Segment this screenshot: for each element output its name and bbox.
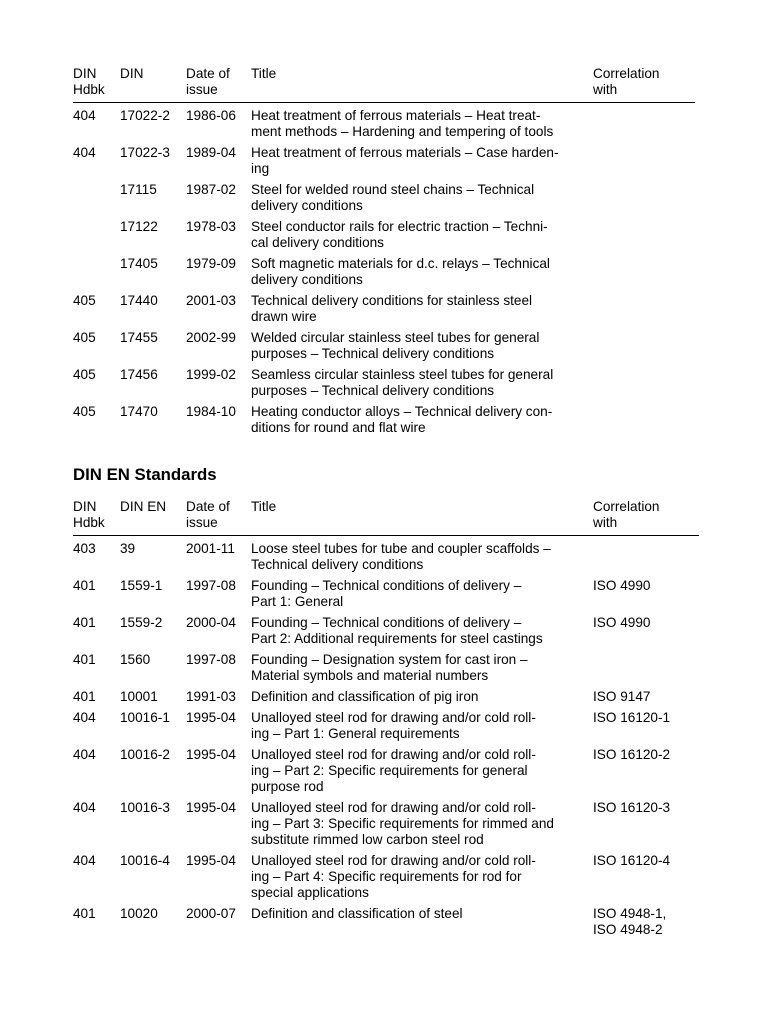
table-body: [73, 108, 695, 436]
header-title: Title: [251, 499, 277, 514]
cell-din-number: 17456: [120, 367, 158, 382]
cell-din-hdbk: 405: [73, 330, 96, 345]
cell-din-hdbk: [73, 219, 120, 251]
cell-date-of-issue: 2001-11: [186, 541, 235, 556]
table-header: [73, 66, 695, 103]
cell-date-of-issue: 2000-04: [186, 615, 236, 630]
cell-din-hdbk: 404: [73, 747, 96, 762]
table-row: [73, 541, 699, 573]
table-body: [73, 541, 699, 938]
cell-din-hdbk: 401: [73, 578, 96, 593]
cell-correlation: [593, 219, 695, 251]
cell-din-number: 10020: [120, 906, 158, 921]
cell-din-number: 17455: [120, 330, 158, 345]
table-row: [73, 182, 695, 214]
cell-title: Soft magnetic materials for d.c. relays – Technical delivery conditions: [251, 256, 550, 287]
cell-din-number: 1559-2: [120, 615, 163, 630]
cell-correlation: [593, 293, 695, 325]
din-en-standards-table: [73, 499, 699, 938]
cell-date-of-issue: 1978-03: [186, 219, 236, 234]
cell-title: Heat treatment of ferrous materials – Heat treat- ment methods – Hardening and tempering of tools: [251, 108, 554, 139]
cell-din-hdbk: 403: [73, 541, 96, 556]
header-date-of-issue: Date of issue: [186, 499, 230, 530]
cell-title: Definition and classification of pig iron: [251, 689, 479, 704]
cell-correlation: ISO 9147: [593, 689, 651, 704]
cell-din-number: 17115: [120, 182, 157, 197]
cell-title: Heat treatment of ferrous materials – Case harden- ing: [251, 145, 559, 176]
cell-din-hdbk: 404: [73, 710, 96, 725]
table-row: [73, 108, 695, 140]
cell-din-number: 10016-2: [120, 747, 170, 762]
cell-din-hdbk: 401: [73, 615, 96, 630]
cell-din-hdbk: 401: [73, 652, 96, 667]
cell-date-of-issue: 1989-04: [186, 145, 236, 160]
header-correlation-with: Correlation with: [593, 499, 660, 530]
table-row: [73, 330, 695, 362]
cell-date-of-issue: 1995-04: [186, 747, 236, 762]
cell-din-number: 1560: [120, 652, 151, 667]
section-title: DIN EN Standards: [73, 465, 217, 484]
cell-din-number: 17022-3: [120, 145, 170, 160]
cell-din-number: 17405: [120, 256, 158, 271]
cell-correlation: ISO 16120-1: [593, 710, 671, 725]
cell-title: Founding – Designation system for cast iron – Material symbols and material numbers: [251, 652, 528, 683]
cell-correlation: [593, 652, 699, 684]
cell-title: Founding – Technical conditions of delivery – Part 1: General: [251, 578, 522, 609]
cell-title: Welded circular stainless steel tubes for general purposes – Technical delivery conditions: [251, 330, 540, 361]
cell-title: Technical delivery conditions for stainless steel drawn wire: [251, 293, 533, 324]
header-title: Title: [251, 66, 277, 81]
header-din-hdbk: DIN Hdbk: [73, 499, 105, 530]
cell-din-number: 39: [120, 541, 136, 556]
table-row: [73, 747, 699, 795]
cell-din-number: 17470: [120, 404, 158, 419]
table-row: [73, 145, 695, 177]
table-header: [73, 499, 699, 536]
cell-date-of-issue: 1995-04: [186, 710, 236, 725]
header-din: DIN: [120, 66, 144, 81]
cell-title: Definition and classification of steel: [251, 906, 463, 921]
cell-date-of-issue: 2002-99: [186, 330, 236, 345]
table-row: [73, 853, 699, 901]
header-din-en: DIN EN: [120, 499, 167, 514]
cell-title: Seamless circular stainless steel tubes for general purposes – Technical delivery conditions: [251, 367, 554, 398]
table-row: [73, 367, 695, 399]
cell-correlation: [593, 404, 695, 436]
table-row: [73, 800, 699, 848]
cell-correlation: [593, 330, 695, 362]
table-row: [73, 906, 699, 938]
cell-title: Loose steel tubes for tube and coupler scaffolds – Technical delivery conditions: [251, 541, 551, 572]
table-row: [73, 256, 695, 288]
cell-din-number: 10016-4: [120, 853, 170, 868]
cell-correlation: ISO 4948-1, ISO 4948-2: [593, 906, 667, 937]
cell-din-hdbk: 404: [73, 108, 96, 123]
din-standards-table: [73, 66, 695, 436]
table-row: [73, 293, 695, 325]
cell-din-number: 17022-2: [120, 108, 170, 123]
cell-date-of-issue: 1997-08: [186, 652, 236, 667]
header-correlation-with: Correlation with: [593, 66, 660, 97]
table-row: [73, 219, 695, 251]
cell-din-number: 17122: [120, 219, 158, 234]
cell-correlation: [593, 541, 699, 573]
cell-din-hdbk: 401: [73, 689, 96, 704]
table-row: [73, 615, 699, 647]
table-row: [73, 689, 699, 705]
cell-correlation: ISO 4990: [593, 578, 651, 593]
cell-din-hdbk: 404: [73, 853, 96, 868]
cell-date-of-issue: 1997-08: [186, 578, 236, 593]
cell-date-of-issue: 1979-09: [186, 256, 236, 271]
table-row: [73, 404, 695, 436]
table-row: [73, 578, 699, 610]
cell-title: Heating conductor alloys – Technical delivery con- ditions for round and flat wire: [251, 404, 553, 435]
cell-correlation: ISO 16120-4: [593, 853, 671, 868]
cell-din-hdbk: [73, 182, 120, 214]
cell-din-hdbk: 404: [73, 145, 96, 160]
cell-correlation: [593, 145, 695, 177]
cell-din-hdbk: 404: [73, 800, 96, 815]
cell-correlation: ISO 16120-2: [593, 747, 671, 762]
cell-din-hdbk: 401: [73, 906, 96, 921]
cell-date-of-issue: 1986-06: [186, 108, 236, 123]
cell-correlation: ISO 4990: [593, 615, 651, 630]
cell-correlation: [593, 367, 695, 399]
cell-din-number: 10001: [120, 689, 158, 704]
cell-date-of-issue: 2001-03: [186, 293, 236, 308]
table-row: [73, 652, 699, 684]
cell-din-hdbk: [73, 256, 120, 288]
cell-title: Unalloyed steel rod for drawing and/or cold roll- ing – Part 2: Specific requirements for general purpose rod: [251, 747, 536, 794]
cell-din-number: 10016-1: [120, 710, 170, 725]
cell-correlation: [593, 108, 695, 140]
cell-date-of-issue: 1999-02: [186, 367, 236, 382]
cell-din-hdbk: 405: [73, 293, 96, 308]
cell-title: Unalloyed steel rod for drawing and/or cold roll- ing – Part 4: Specific requirements for rod for special applications: [251, 853, 536, 900]
cell-date-of-issue: 1991-03: [186, 689, 236, 704]
cell-title: Steel conductor rails for electric traction – Techni- cal delivery conditions: [251, 219, 548, 250]
cell-date-of-issue: 1995-04: [186, 853, 236, 868]
cell-title: Founding – Technical conditions of delivery – Part 2: Additional requirements for steel castings: [251, 615, 543, 646]
header-din-hdbk: DIN Hdbk: [73, 66, 105, 97]
cell-date-of-issue: 1995-04: [186, 800, 236, 815]
cell-din-hdbk: 405: [73, 367, 96, 382]
header-date-of-issue: Date of issue: [186, 66, 230, 97]
cell-date-of-issue: 1984-10: [186, 404, 236, 419]
table-row: [73, 710, 699, 742]
cell-din-number: 1559-1: [120, 578, 163, 593]
cell-correlation: [593, 182, 695, 214]
cell-date-of-issue: 2000-07: [186, 906, 236, 921]
cell-din-number: 17440: [120, 293, 158, 308]
cell-title: Steel for welded round steel chains – Technical delivery conditions: [251, 182, 535, 213]
cell-correlation: ISO 16120-3: [593, 800, 671, 815]
cell-din-number: 10016-3: [120, 800, 170, 815]
cell-din-hdbk: 405: [73, 404, 96, 419]
cell-title: Unalloyed steel rod for drawing and/or cold roll- ing – Part 1: General requirements: [251, 710, 536, 741]
cell-correlation: [593, 256, 695, 288]
cell-date-of-issue: 1987-02: [186, 182, 236, 197]
cell-title: Unalloyed steel rod for drawing and/or cold roll- ing – Part 3: Specific requirements for rimmed and substitute rimmed low carbon steel rod: [251, 800, 554, 847]
